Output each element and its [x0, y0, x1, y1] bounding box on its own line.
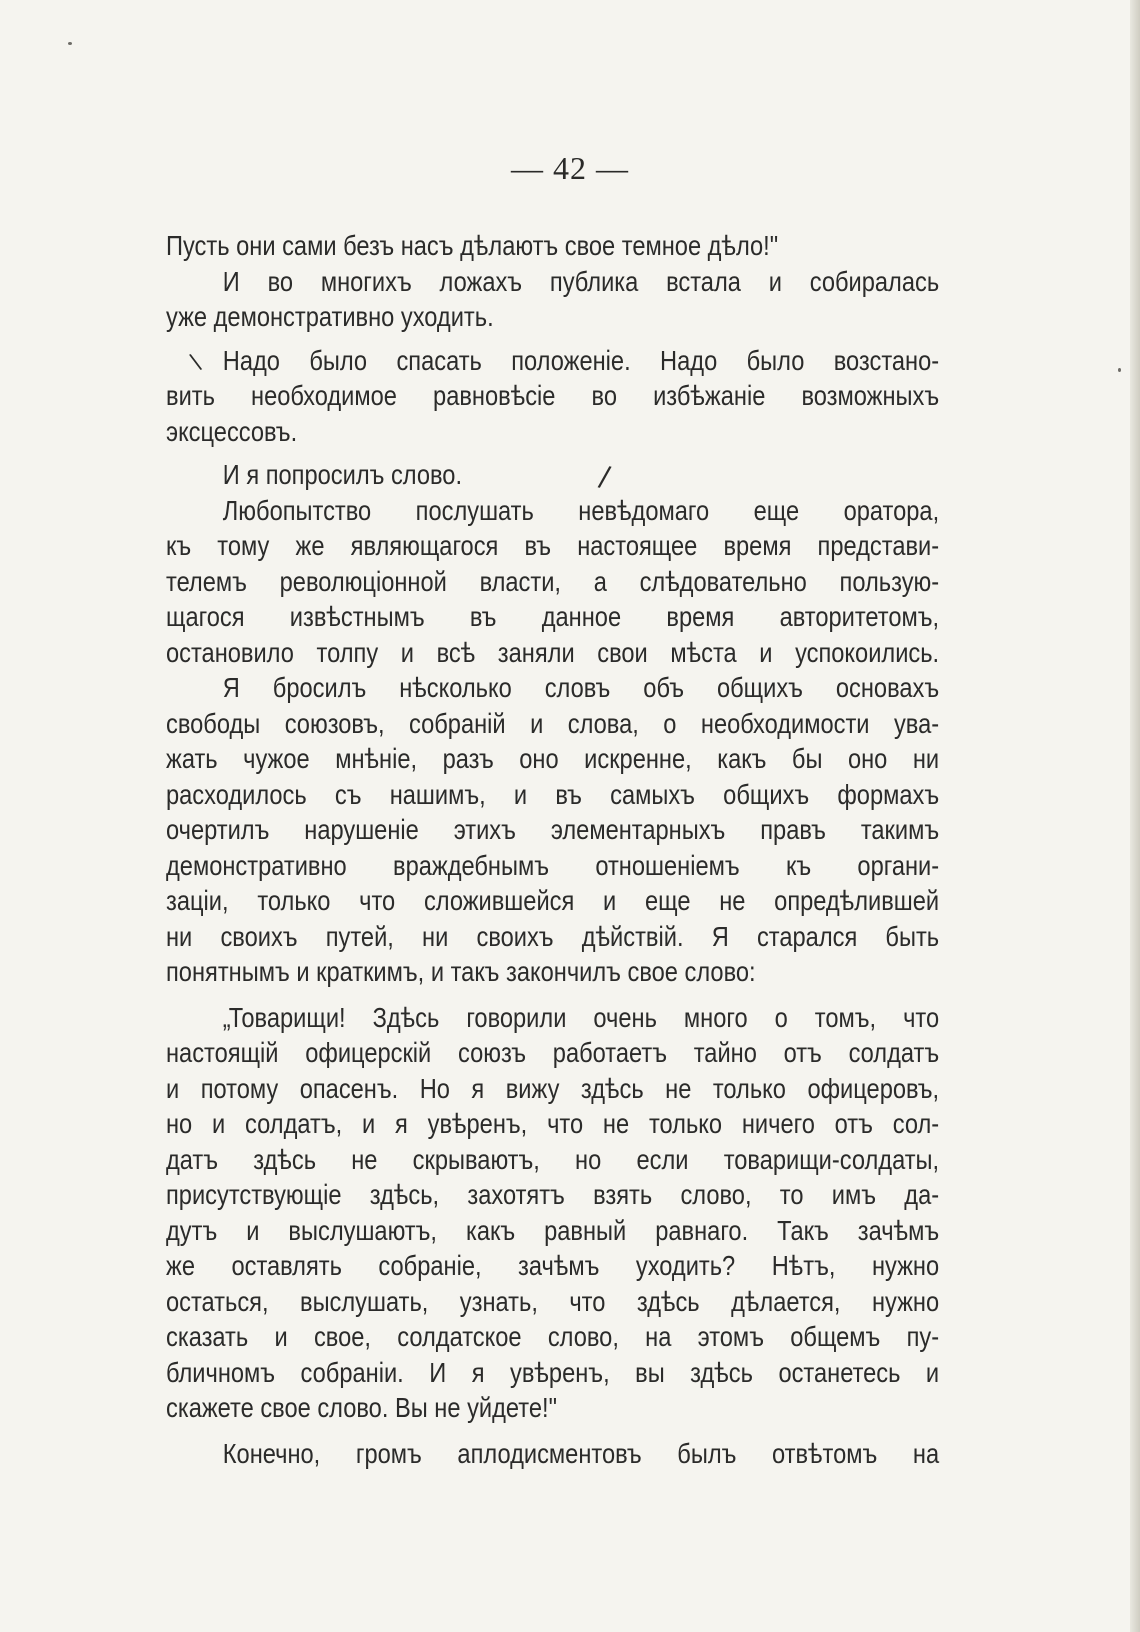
- text-line: Любопытство послушать невѣдомаго еще оратора,: [222, 494, 940, 526]
- text-line: И я попросилъ слово.: [222, 459, 463, 490]
- paper-speck: [1118, 368, 1121, 372]
- text-line: скажете свое слово. Вы не уйдете!": [166, 1392, 557, 1423]
- text-line: дутъ и выслушаютъ, какъ равный равнаго. Такъ зачѣмъ: [166, 1214, 940, 1246]
- text-line: эксцессовъ.: [166, 415, 298, 447]
- text-line: ни своихъ путей, ни своихъ дѣйствій. Я старался быть: [166, 920, 940, 952]
- text-line: понятнымъ и краткимъ, и такъ закончилъ свое слово:: [166, 956, 756, 987]
- text-line: же оставлять собраніе, зачѣмъ уходить? Нѣтъ, нужно: [166, 1250, 940, 1281]
- page-body-text: [166, 228, 940, 1471]
- text-line: и потому опасенъ. Но я вижу здѣсь не только офицеровъ,: [166, 1072, 940, 1104]
- page-number: — 42 —: [511, 150, 629, 186]
- text-line: заціи, только что сложившейся и еще не опредѣлившей: [166, 885, 940, 916]
- text-line: очертилъ нарушеніе этихъ элементарныхъ правъ такимъ: [166, 814, 940, 845]
- text-line: жать чужое мнѣніе, разъ оно искренне, какъ бы оно ни: [166, 743, 940, 774]
- page-edge-shadow: [1130, 0, 1140, 1632]
- text-line: Пусть они сами безъ насъ дѣлаютъ свое темное дѣло!": [166, 230, 779, 261]
- text-line: присутствующіе здѣсь, захотятъ взять слово, то имъ да-: [166, 1179, 940, 1210]
- text-line: датъ здѣсь не скрываютъ, но если товарищи-солдаты,: [166, 1143, 940, 1175]
- pencil-mark: \: [187, 349, 204, 376]
- text-line: остановило толпу и всѣ заняли свои мѣста и успокоились.: [166, 636, 940, 668]
- text-line: сказать и свое, солдатское слово, на этомъ общемъ пу-: [166, 1321, 940, 1352]
- text-line: бличномъ собраніи. И я увѣренъ, вы здѣсь останетесь и: [166, 1356, 940, 1388]
- text-line: къ тому же являющагося въ настоящее время представи-: [166, 530, 940, 561]
- text-line: вить необходимое равновѣсіе во избѣжаніе возможныхъ: [166, 380, 940, 411]
- text-line: щагося извѣстнымъ въ данное время авторитетомъ,: [166, 601, 940, 632]
- text-line: телемъ революціонной власти, а слѣдовательно пользую-: [166, 565, 940, 597]
- paper-speck: [68, 42, 72, 45]
- text-line: свободы союзовъ, собраній и слова, о необходимости ува-: [166, 707, 940, 739]
- text-line: Я бросилъ нѣсколько словъ объ общихъ основахъ: [222, 672, 940, 703]
- text-line: расходилось съ нашимъ, и въ самыхъ общихъ формахъ: [166, 778, 940, 810]
- pencil-mark: /: [596, 459, 613, 494]
- text-line: остаться, выслушать, узнать, что здѣсь дѣлается, нужно: [166, 1285, 940, 1317]
- text-line: но и солдатъ, и я увѣренъ, что не только ничего отъ сол-: [166, 1108, 940, 1139]
- text-line: Надо было спасать положеніе. Надо было возстано-: [222, 344, 940, 376]
- text-line: „Товарищи! Здѣсь говорили очень много о томъ, что: [222, 1001, 940, 1033]
- text-line: уже демонстративно уходить.: [166, 301, 494, 332]
- text-line: настоящій офицерскій союзъ работаетъ тайно отъ солдатъ: [166, 1037, 940, 1068]
- text-line: демонстративно враждебнымъ отношеніемъ къ органи-: [166, 849, 940, 881]
- text-line: Конечно, громъ аплодисментовъ былъ отвѣтомъ на: [222, 1437, 940, 1469]
- text-line: И во многихъ ложахъ публика встала и собиралась: [222, 265, 940, 297]
